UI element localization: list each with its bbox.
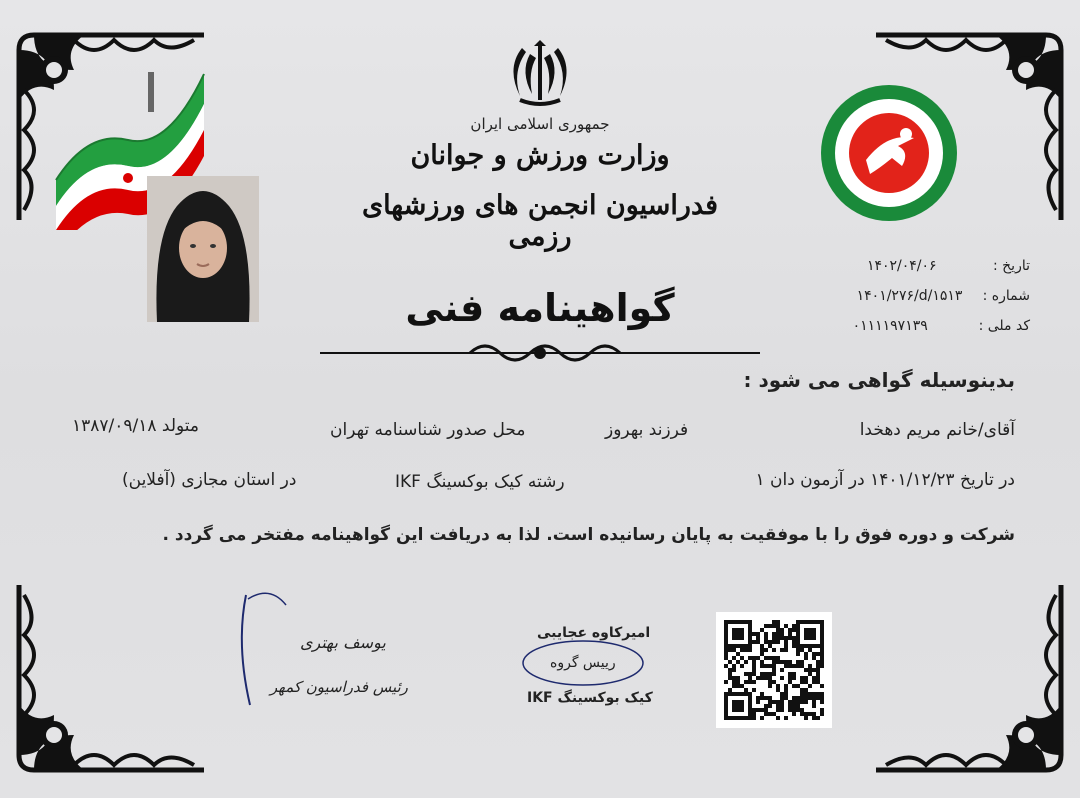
corner-ornament-bottom-left (14, 575, 214, 775)
closing-text: شرکت و دوره فوق را با موفقیت به پایان رسانیده است. لذا به دریافت این گواهینامه مفتخر می گردد . (162, 525, 1015, 545)
ministry-text: وزارت ورزش و جوانان (410, 140, 670, 171)
date-value: ۱۴۰۲/۰۴/۰۶ (866, 258, 937, 274)
federation-logo (818, 82, 960, 224)
issue-place-text: محل صدور شناسنامه تهران (330, 420, 526, 440)
certificate-title: گواهینامه فنی (405, 286, 675, 330)
qr-code[interactable] (716, 612, 832, 728)
exam-text: در تاریخ ۱۴۰۱/۱۲/۲۳ در آزمون دان ۱ (755, 470, 1015, 490)
child-of-text: فرزند بهروز (605, 420, 689, 440)
left-signer-name: یوسف بهتری (300, 633, 386, 652)
date-label: تاریخ : (992, 258, 1030, 274)
birth-date-text: متولد ۱۳۸۷/۰۹/۱۸ (72, 416, 200, 436)
name-text: آقای/خانم مریم دهخدا (859, 420, 1015, 440)
federation-text: فدراسیون انجمن های ورزشهای رزمی (361, 190, 719, 252)
national-id-value: ۰۱۱۱۱۹۷۱۳۹ (852, 318, 928, 334)
center-signer-field: کیک بوکسینگ IKF (527, 690, 653, 706)
republic-text: جمهوری اسلامی ایران (470, 115, 610, 133)
number-row (820, 288, 1030, 304)
intro-text: بدینوسیله گواهی می شود : (743, 368, 1015, 392)
divider-ornament (320, 338, 760, 368)
student-photo (147, 176, 259, 322)
number-value: ۱۴۰۱/۲۷۶/d/۱۵۱۳ (856, 288, 963, 304)
province-text: در استان مجازی (آفلاین) (122, 470, 297, 490)
center-signer-title: رییس گروه (550, 655, 616, 671)
left-signer-title: رئیس فدراسیون کمهر (270, 678, 408, 696)
iran-emblem-icon (500, 38, 580, 110)
date-row (820, 258, 1030, 274)
center-signer-name: امیرکاوه عجایبی (537, 625, 651, 641)
national-id-row (820, 318, 1030, 334)
qr-code-icon (716, 612, 832, 728)
national-id-label: کد ملی : (978, 318, 1030, 334)
number-label: شماره : (982, 288, 1030, 304)
field-text: رشته کیک بوکسینگ IKF (395, 472, 565, 492)
corner-ornament-bottom-right (866, 575, 1066, 775)
